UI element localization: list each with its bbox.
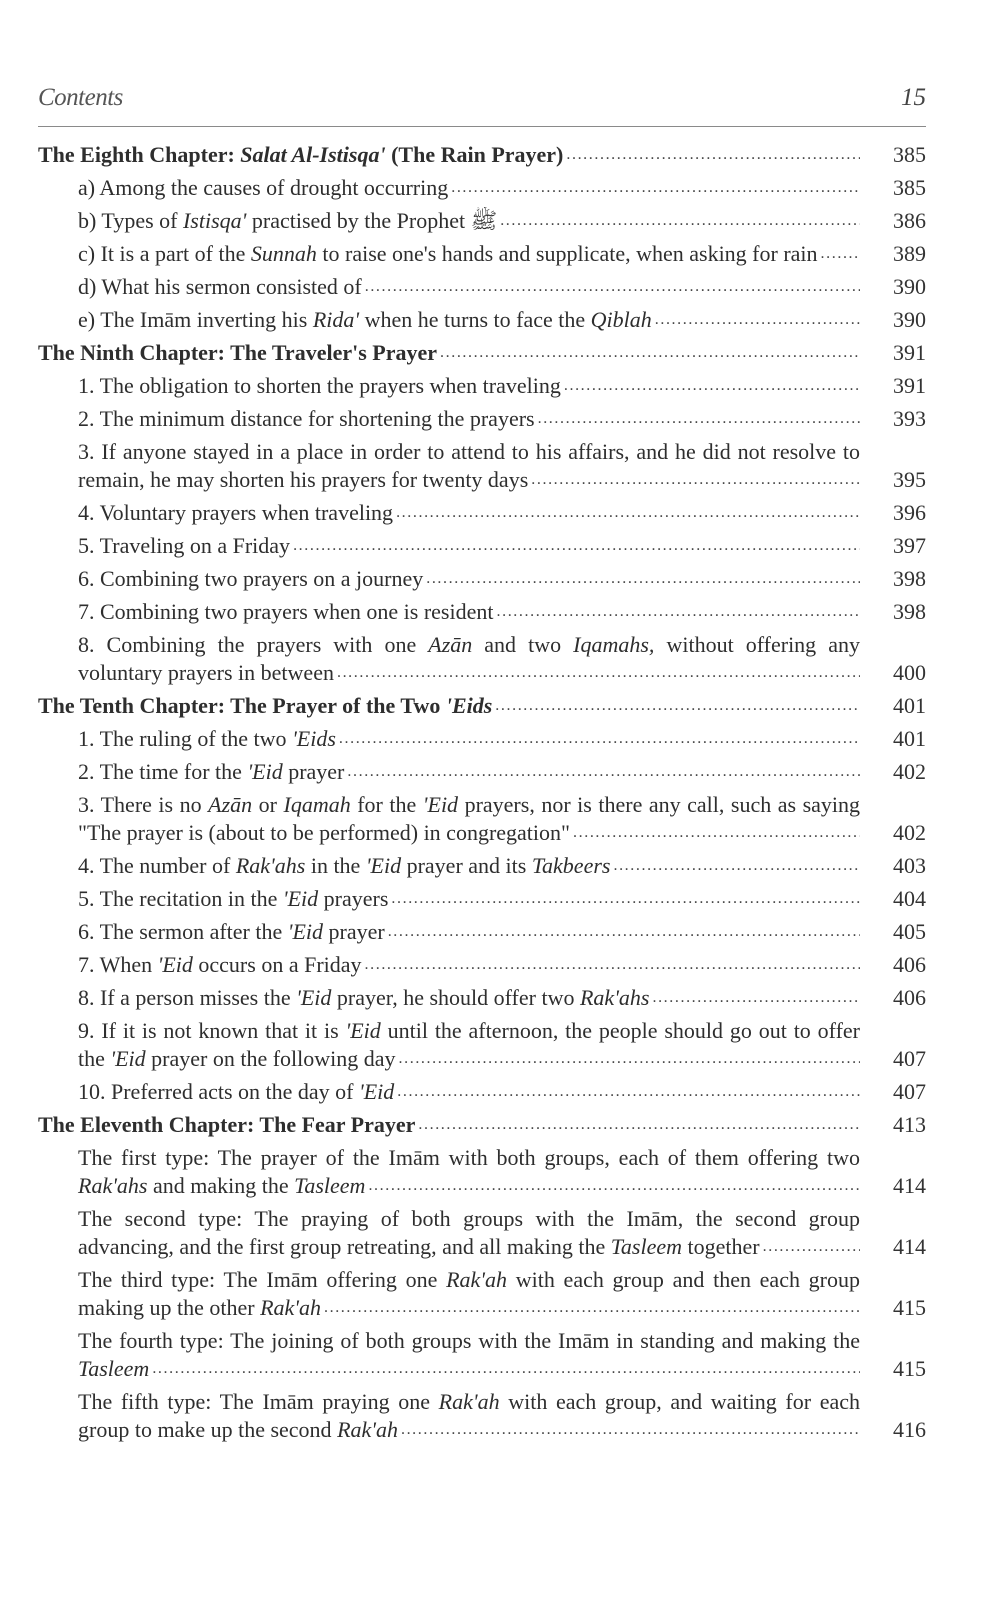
entry-title-text (78, 919, 385, 944)
entry-page-number: 386 (893, 208, 926, 233)
entry-title (38, 885, 860, 913)
italic-term: Takbeers (531, 853, 611, 878)
entry-page-number: 385 (893, 142, 926, 167)
entry-page-number: 407 (893, 1079, 926, 1104)
entry-title (38, 532, 860, 560)
entry-title (38, 951, 860, 979)
entry-page-number: 401 (893, 693, 926, 718)
toc-section-entry[interactable] (38, 885, 926, 913)
entry-title-text (78, 1206, 860, 1259)
title-segment: together (682, 1234, 760, 1259)
entry-page-number: 396 (893, 500, 926, 525)
title-segment: 1. The ruling of the two (78, 726, 293, 751)
italic-term: 'Eid (287, 919, 324, 944)
toc-section-entry[interactable] (38, 372, 926, 400)
entry-title (38, 852, 860, 880)
italic-term: 'Eid (296, 985, 332, 1010)
title-segment: or (252, 792, 284, 817)
toc-section-entry[interactable] (38, 306, 926, 334)
entry-title (38, 1327, 860, 1383)
entry-title-text (38, 1112, 415, 1137)
entry-title (38, 725, 860, 753)
title-segment: to raise one's hands and supplicate, when asking for rain (316, 241, 818, 266)
title-segment: d) What his sermon consisted of (78, 274, 362, 299)
italic-term: Rak'ah (438, 1389, 500, 1414)
entry-page-number: 395 (893, 467, 926, 492)
entry-page-number: 414 (893, 1173, 926, 1198)
toc-section-entry[interactable] (38, 791, 926, 847)
title-segment: 8. If a person misses the (78, 985, 297, 1010)
entry-title-text (78, 406, 535, 431)
title-segment: The second type: The praying of both groups with the Imām, the second group advancing, and the first group retreating, and all making the (78, 1206, 860, 1259)
entry-title (38, 918, 860, 946)
entry-title (38, 1205, 860, 1261)
entry-page-number: 393 (893, 406, 926, 431)
title-segment: The Tenth Chapter: The Prayer of the Two (38, 693, 446, 718)
toc-section-entry[interactable] (38, 532, 926, 560)
title-segment: 5. Traveling on a Friday (78, 533, 291, 558)
toc-section-entry[interactable] (38, 438, 926, 494)
entry-title-text (78, 500, 393, 525)
title-segment: The third type: The Imām offering one (78, 1267, 447, 1292)
entry-title (38, 174, 860, 202)
entry-title-text (38, 693, 492, 718)
entry-page-number: 391 (893, 373, 926, 398)
title-segment: The fifth type: The Imām praying one (78, 1389, 439, 1414)
entry-page-number: 385 (893, 175, 926, 200)
entry-title-text (78, 886, 388, 911)
toc-chapter-entry[interactable] (38, 1111, 926, 1139)
toc-section-entry[interactable] (38, 565, 926, 593)
entry-title (38, 141, 860, 169)
entry-title (38, 758, 860, 786)
page-number: 15 (901, 84, 926, 111)
entry-title-text (78, 307, 652, 332)
title-segment: and two (472, 632, 574, 657)
entry-title-text (78, 373, 561, 398)
entry-title-text (78, 599, 494, 624)
entry-page-number: 390 (893, 307, 926, 332)
toc-section-entry[interactable] (38, 852, 926, 880)
entry-page-number: 407 (893, 1046, 926, 1071)
entry-title (38, 405, 860, 433)
title-segment: without offering any voluntary prayers in between (78, 632, 860, 685)
entry-title-text (78, 1145, 860, 1198)
toc-section-entry[interactable] (38, 1078, 926, 1106)
title-segment: 4. The number of (78, 853, 236, 878)
italic-term: Rak'ahs (579, 985, 650, 1010)
entry-page-number: 404 (893, 886, 926, 911)
title-segment: in the (305, 853, 366, 878)
title-segment: 1. The obligation to shorten the prayers when traveling (78, 373, 561, 398)
title-segment: 9. If it is not known that it is (78, 1018, 346, 1043)
entry-page-number: 400 (893, 660, 926, 685)
toc-section-entry[interactable] (38, 984, 926, 1012)
italic-term: Azān (428, 632, 473, 657)
entry-title (38, 438, 860, 494)
entry-page-number: 398 (893, 566, 926, 591)
entry-title-text (78, 1079, 394, 1104)
toc-section-entry[interactable] (38, 240, 926, 268)
italic-term: 'Eid (422, 792, 459, 817)
entry-title-text (78, 1018, 860, 1071)
running-header-title: Contents (38, 84, 123, 111)
title-segment: 6. The sermon after the (78, 919, 288, 944)
title-segment: b) Types of (78, 208, 183, 233)
entry-page-number: 415 (893, 1356, 926, 1381)
italic-term: Istisqa' (182, 208, 247, 233)
toc-section-entry[interactable] (38, 918, 926, 946)
title-segment: 5. The recitation in the (78, 886, 283, 911)
toc-section-entry[interactable] (38, 174, 926, 202)
entry-title (38, 273, 860, 301)
title-segment: until the afternoon, the people should go out to offer the (78, 1018, 860, 1071)
title-segment: prayer (323, 919, 385, 944)
toc-section-entry[interactable] (38, 207, 926, 235)
italic-term: Sunnah (250, 241, 317, 266)
entry-page-number: 405 (893, 919, 926, 944)
entry-title (38, 306, 860, 334)
italic-term: Tasleem (610, 1234, 683, 1259)
entry-title (38, 1017, 860, 1073)
title-segment: 3. If anyone stayed in a place in order to attend to his affairs, and he did not resolve to remain, he may shorten his prayers for twenty days (78, 439, 860, 492)
italic-term: 'Eid (359, 1079, 395, 1104)
entry-title (38, 1266, 860, 1322)
entry-page-number: 401 (893, 726, 926, 751)
toc-section-entry[interactable] (38, 499, 926, 527)
entry-title (38, 339, 860, 367)
italic-term: Iqamah (283, 792, 351, 817)
entry-title-text (78, 1267, 860, 1320)
title-segment: 2. The time for the (78, 759, 248, 784)
italic-term: Tasleem (78, 1356, 150, 1381)
entry-title-text (78, 792, 860, 845)
entry-title-text (78, 208, 497, 233)
italic-term: 'Eid (282, 886, 319, 911)
title-segment: e) The Imām inverting his (78, 307, 313, 332)
entry-title (38, 791, 860, 847)
italic-term: Tasleem (294, 1173, 366, 1198)
title-segment: with each group, and waiting for each group to make up the second (78, 1389, 860, 1442)
entry-title (38, 631, 860, 687)
title-segment: prayer, he should offer two (331, 985, 580, 1010)
title-segment: occurs on a Friday (192, 952, 362, 977)
italic-term: Rak'ah (446, 1267, 508, 1292)
title-segment: 2. The minimum distance for shortening the prayers (78, 406, 535, 431)
italic-term: 'Eids (445, 693, 493, 718)
title-segment: 8. Combining the prayers with one (78, 632, 429, 657)
entry-title-text (78, 952, 362, 977)
entry-title-text (78, 533, 290, 558)
entry-title-text (78, 1389, 860, 1442)
italic-term: Rak'ahs (235, 853, 306, 878)
entry-title-text (78, 759, 344, 784)
toc-section-entry[interactable] (38, 1327, 926, 1383)
title-segment: a) Among the causes of drought occurring (78, 175, 449, 200)
entry-page-number: 402 (893, 759, 926, 784)
title-segment: when he turns to face the (359, 307, 591, 332)
entry-title-text (78, 274, 362, 299)
title-segment: 6. Combining two prayers on a journey (78, 566, 424, 591)
italic-term: 'Eid (345, 1018, 381, 1043)
entry-page-number: 397 (893, 533, 926, 558)
title-segment: 4. Voluntary prayers when traveling (78, 500, 394, 525)
italic-term: 'Eid (247, 759, 283, 784)
italic-term: Azān (208, 792, 253, 817)
entry-title (38, 207, 860, 235)
toc-section-entry[interactable] (38, 1144, 926, 1200)
toc-chapter-entry[interactable] (38, 692, 926, 720)
entry-page-number: 402 (893, 820, 926, 845)
title-segment: practised by the Prophet ﷺ (246, 208, 498, 233)
italic-term: Iqamahs, (573, 632, 655, 657)
entry-title (38, 692, 860, 720)
entry-title (38, 1111, 860, 1139)
entry-title-text (78, 439, 860, 492)
entry-page-number: 398 (893, 599, 926, 624)
entry-page-number: 403 (893, 853, 926, 878)
italic-term: 'Eids (292, 726, 336, 751)
title-segment: with each group and then each group making up the other (78, 1267, 860, 1320)
entry-title (38, 372, 860, 400)
italic-term: 'Eid (157, 952, 193, 977)
entry-page-number: 415 (893, 1295, 926, 1320)
toc-section-entry[interactable] (38, 273, 926, 301)
title-segment: prayer (282, 759, 345, 784)
title-segment: The Eleventh Chapter: The Fear Prayer (38, 1112, 416, 1137)
entry-title-text (78, 632, 860, 685)
entry-page-number: 390 (893, 274, 926, 299)
italic-term: Salat Al-Istisqa' (240, 142, 386, 167)
toc-chapter-entry[interactable] (38, 141, 926, 169)
italic-term: Rak'ah (260, 1295, 321, 1320)
entry-page-number: 406 (893, 985, 926, 1010)
entry-title (38, 240, 860, 268)
entry-title (38, 1388, 860, 1444)
toc-section-entry[interactable] (38, 758, 926, 786)
title-segment: 10. Preferred acts on the day of (78, 1079, 360, 1104)
entry-title-text (78, 1328, 860, 1381)
italic-term: Rak'ahs (78, 1173, 148, 1198)
italic-term: Rak'ah (337, 1417, 398, 1442)
entry-title-text (78, 726, 336, 751)
entry-title (38, 1078, 860, 1106)
toc-section-entry[interactable] (38, 1017, 926, 1073)
toc-section-entry[interactable] (38, 725, 926, 753)
title-segment: The fourth type: The joining of both groups with the Imām in standing and making the (78, 1328, 860, 1353)
entry-title-text (78, 566, 423, 591)
toc-section-entry[interactable] (38, 631, 926, 687)
toc-section-entry[interactable] (38, 951, 926, 979)
entry-page-number: 406 (893, 952, 926, 977)
italic-term: Qiblah (590, 307, 652, 332)
italic-term: 'Eid (110, 1046, 146, 1071)
toc-section-entry[interactable] (38, 598, 926, 626)
entry-page-number: 413 (893, 1112, 926, 1137)
title-segment: prayers (318, 886, 389, 911)
entry-title-text (78, 853, 610, 878)
title-segment: c) It is a part of the (78, 241, 251, 266)
title-segment: prayer on the following day (145, 1046, 396, 1071)
entry-title-text (38, 142, 563, 167)
entry-title (38, 1144, 860, 1200)
entry-title (38, 598, 860, 626)
entry-title-text (78, 241, 818, 266)
italic-term: 'Eid (365, 853, 402, 878)
entry-title (38, 499, 860, 527)
italic-term: Rida' (312, 307, 360, 332)
title-segment: prayers, nor is there any call, such as saying "The prayer is (about to be performed) in congregation" (78, 792, 860, 845)
table-of-contents (38, 141, 926, 1449)
title-segment: The first type: The prayer of the Imām with both groups, each of them offering two (78, 1145, 860, 1170)
entry-title-text (78, 985, 649, 1010)
toc-section-entry[interactable] (38, 1205, 926, 1261)
title-segment: The Ninth Chapter: The Traveler's Prayer (38, 340, 438, 365)
entry-title (38, 565, 860, 593)
entry-page-number: 416 (893, 1417, 926, 1442)
entry-title-text (78, 175, 448, 200)
toc-section-entry[interactable] (38, 1388, 926, 1444)
title-segment: (The Rain Prayer) (385, 142, 564, 167)
title-segment: for the (350, 792, 423, 817)
title-segment: 7. When (78, 952, 158, 977)
toc-section-entry[interactable] (38, 1266, 926, 1322)
title-segment: 3. There is no (78, 792, 209, 817)
entry-title (38, 984, 860, 1012)
entry-page-number: 389 (893, 241, 926, 266)
title-segment: 7. Combining two prayers when one is resident (78, 599, 494, 624)
toc-section-entry[interactable] (38, 405, 926, 433)
title-segment: and making the (147, 1173, 295, 1198)
title-segment: prayer and its (401, 853, 532, 878)
entry-title-text (38, 340, 437, 365)
title-segment: The Eighth Chapter: (38, 142, 241, 167)
toc-chapter-entry[interactable] (38, 339, 926, 367)
entry-page-number: 391 (893, 340, 926, 365)
entry-page-number: 414 (893, 1234, 926, 1259)
running-header (38, 84, 926, 127)
